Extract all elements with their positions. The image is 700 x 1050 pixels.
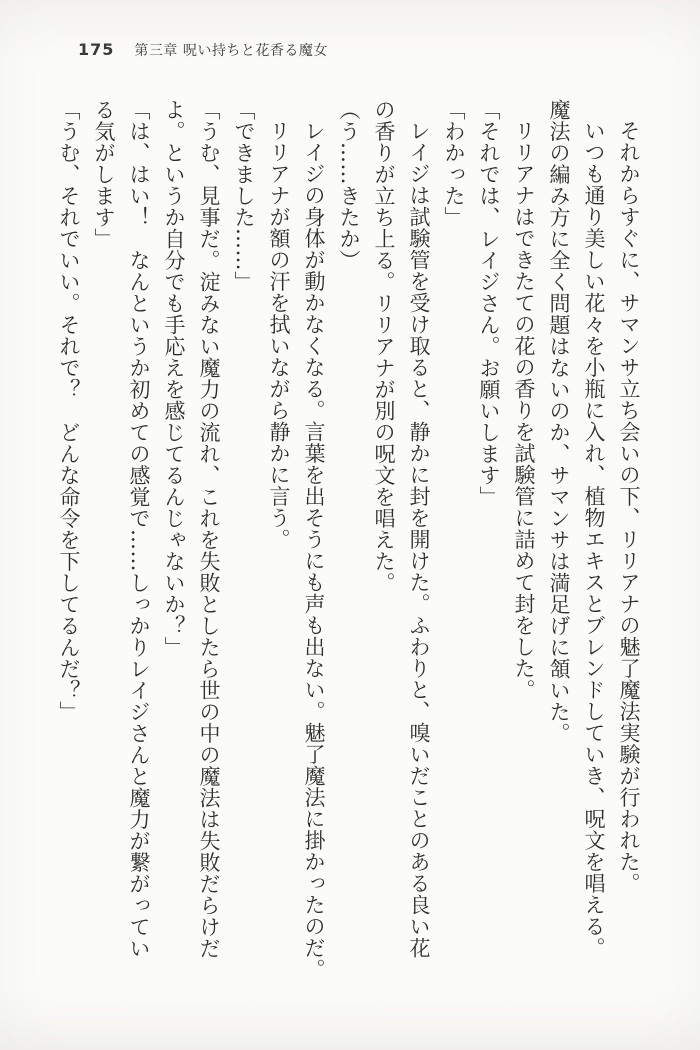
text-line-4: リリアナはできたての花の香りを試験管に詰めて封をした。 xyxy=(512,120,536,701)
text-line-16: る気がします」 xyxy=(92,99,116,250)
body-text xyxy=(51,99,646,1009)
text-line-17: 「うむ、それでいい。それで？ どんな命令を下してるんだ？」 xyxy=(57,99,81,723)
text-line-6: 「わかった」 xyxy=(442,99,466,228)
text-line-3: 魔法の編み方に全く問題はないのか、サマンサは満足げに頷いた。 xyxy=(547,99,571,744)
text-line-8: の香りが立ち上る。リリアナが別の呪文を唱えた。 xyxy=(372,99,396,594)
text-line-15: 「は、はい！ なんというか初めての感覚で……しっかりレイジさんと魔力が繋がってい xyxy=(127,99,151,959)
text-line-1: それからすぐに、サマンサ立ち会いの下、リリアナの魅了魔法実験が行われた。 xyxy=(617,120,641,894)
page-header xyxy=(78,40,328,60)
text-line-7: レイジは試験管を受け取ると、静かに封を開けた。ふわりと、嗅いだことのある良い花 xyxy=(407,120,431,959)
chapter-title: 第三章 呪い持ちと花香る魔女 xyxy=(134,43,328,59)
text-line-10: レイジの身体が動かなくなる。言葉を出そうにも声も出ない。魅了魔法に掛かったのだ。 xyxy=(302,120,326,980)
text-line-9: （う……きたか） xyxy=(337,99,361,271)
text-line-11: リリアナが額の汗を拭いながら静かに言う。 xyxy=(267,120,291,550)
text-line-5: 「それでは、レイジさん。お願いします」 xyxy=(477,99,501,508)
text-line-2: いつも通り美しい花々を小瓶に入れ、植物エキスとブレンドしていき、呪文を唱える。 xyxy=(582,120,606,959)
page-number: 175 xyxy=(78,40,115,59)
text-line-12: 「できました……」 xyxy=(232,99,256,293)
text-line-13: 「うむ、見事だ。淀みない魔力の流れ、これを失敗としたら世の中の魔法は失敗だらけだ xyxy=(197,99,221,959)
text-line-14: よ。というか自分でも手応えを感じてるんじゃないか？」 xyxy=(162,99,186,658)
